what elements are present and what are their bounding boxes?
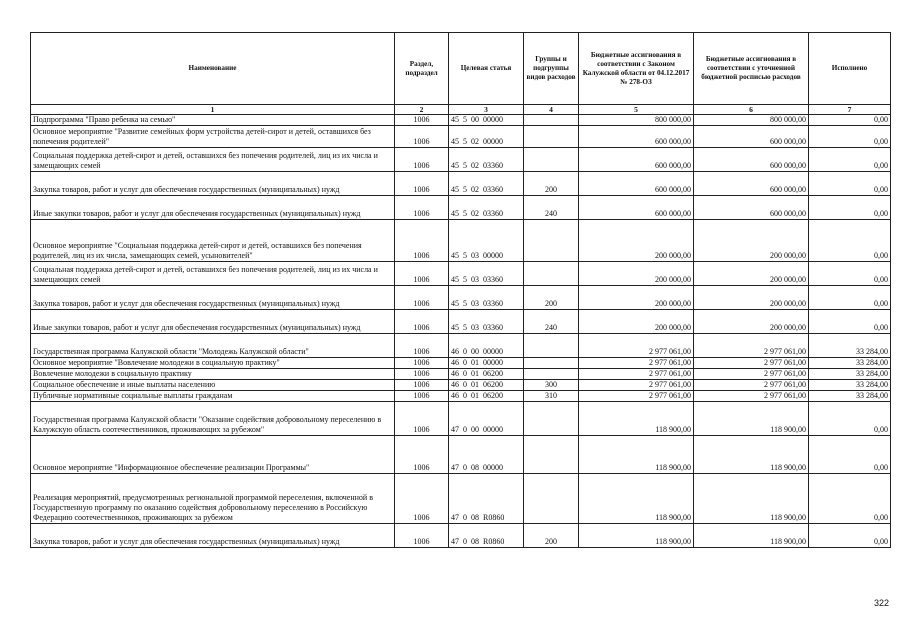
row-done-amount: 0,00 [809,402,891,436]
row-done-amount: 0,00 [809,220,891,262]
row-name: Подпрограмма "Право ребенка на семью" [31,115,395,126]
table-row [31,524,891,548]
row-section: 1006 [395,474,449,524]
row-done-amount: 33 284,00 [809,358,891,369]
row-target: 45 5 02 03360 [449,172,524,196]
row-refined-amount: 600 000,00 [694,196,809,220]
row-name: Социальное обеспечение и иные выплаты населению [31,380,395,391]
row-refined-amount: 2 977 061,00 [694,380,809,391]
row-law-amount: 600 000,00 [579,196,694,220]
row-law-amount: 2 977 061,00 [579,334,694,358]
row-law-amount: 118 900,00 [579,436,694,474]
row-name: Вовлечение молодежи в социальную практику [31,369,395,380]
row-target: 45 5 00 00000 [449,115,524,126]
row-law-amount: 200 000,00 [579,286,694,310]
row-target: 46 0 01 06200 [449,391,524,402]
row-target: 47 0 08 R0860 [449,474,524,524]
table-row [31,196,891,220]
row-section: 1006 [395,172,449,196]
row-section: 1006 [395,310,449,334]
row-target: 47 0 08 00000 [449,436,524,474]
column-number: 5 [579,105,694,115]
row-refined-amount: 200 000,00 [694,262,809,286]
row-law-amount: 2 977 061,00 [579,369,694,380]
table-row [31,172,891,196]
row-refined-amount: 2 977 061,00 [694,358,809,369]
table-row [31,402,891,436]
row-section: 1006 [395,358,449,369]
row-law-amount: 200 000,00 [579,262,694,286]
row-section: 1006 [395,126,449,148]
row-target: 45 5 02 03360 [449,196,524,220]
row-group [524,369,579,380]
column-number: 3 [449,105,524,115]
row-done-amount: 33 284,00 [809,391,891,402]
column-number: 4 [524,105,579,115]
row-name: Основное мероприятие "Развитие семейных форм устройства детей-сирот и детей, оставшихся без попечения родителей" [31,126,395,148]
table-row [31,115,891,126]
table-row [31,286,891,310]
header-name: Наименование [31,33,395,105]
row-group [524,474,579,524]
row-section: 1006 [395,402,449,436]
table-row [31,310,891,334]
row-done-amount: 33 284,00 [809,380,891,391]
row-group: 200 [524,524,579,548]
header-section: Раздел, подраздел [395,33,449,105]
row-law-amount: 118 900,00 [579,474,694,524]
row-target: 46 0 01 06200 [449,369,524,380]
row-law-amount: 200 000,00 [579,220,694,262]
row-target: 47 0 08 R0860 [449,524,524,548]
row-name: Иные закупки товаров, работ и услуг для обеспечения государственных (муниципальных) нужд [31,310,395,334]
row-group: 310 [524,391,579,402]
row-refined-amount: 600 000,00 [694,126,809,148]
row-target: 45 5 03 03360 [449,262,524,286]
row-group [524,262,579,286]
row-section: 1006 [395,148,449,172]
row-done-amount: 0,00 [809,524,891,548]
row-target: 45 5 02 00000 [449,126,524,148]
row-done-amount: 33 284,00 [809,334,891,358]
row-name: Государственная программа Калужской области "Оказание содействия добровольному переселению в Калужскую область соотечественников, проживающих за рубежом" [31,402,395,436]
row-section: 1006 [395,220,449,262]
row-group [524,402,579,436]
header-row [31,33,891,105]
row-name: Публичные нормативные социальные выплаты гражданам [31,391,395,402]
header-refined: Бюджетные ассигнования в соответствии с уточненной бюджетной росписью расходов [694,33,809,105]
row-done-amount: 33 284,00 [809,369,891,380]
column-number: 1 [31,105,395,115]
row-refined-amount: 200 000,00 [694,310,809,334]
row-section: 1006 [395,262,449,286]
row-name: Иные закупки товаров, работ и услуг для обеспечения государственных (муниципальных) нужд [31,196,395,220]
row-refined-amount: 118 900,00 [694,436,809,474]
row-refined-amount: 600 000,00 [694,148,809,172]
row-target: 47 0 00 00000 [449,402,524,436]
row-refined-amount: 2 977 061,00 [694,391,809,402]
row-target: 46 0 00 00000 [449,334,524,358]
row-section: 1006 [395,196,449,220]
row-refined-amount: 2 977 061,00 [694,334,809,358]
row-name: Закупка товаров, работ и услуг для обеспечения государственных (муниципальных) нужд [31,286,395,310]
row-done-amount: 0,00 [809,286,891,310]
row-done-amount: 0,00 [809,126,891,148]
row-name: Реализация мероприятий, предусмотренных региональной программой переселения, включенной в Государственную программу по оказанию содействия добровольному переселению в Российскую Федерацию соотечественников, проживающих за рубежом [31,474,395,524]
row-group [524,358,579,369]
column-number-row [31,105,891,115]
row-law-amount: 800 000,00 [579,115,694,126]
table-row [31,148,891,172]
row-group [524,126,579,148]
row-done-amount: 0,00 [809,115,891,126]
row-group [524,334,579,358]
row-group: 240 [524,310,579,334]
row-section: 1006 [395,369,449,380]
row-refined-amount: 200 000,00 [694,286,809,310]
row-law-amount: 2 977 061,00 [579,380,694,391]
header-done: Исполнено [809,33,891,105]
row-name: Основное мероприятие "Вовлечение молодежи в социальную практику" [31,358,395,369]
table-row [31,369,891,380]
row-group [524,148,579,172]
row-name: Социальная поддержка детей-сирот и детей, оставшихся без попечения родителей, лиц из их числа и замещающих семей [31,148,395,172]
row-group [524,115,579,126]
row-target: 45 5 03 00000 [449,220,524,262]
row-group [524,436,579,474]
row-section: 1006 [395,286,449,310]
row-refined-amount: 118 900,00 [694,402,809,436]
row-target: 46 0 01 00000 [449,358,524,369]
row-law-amount: 2 977 061,00 [579,358,694,369]
row-refined-amount: 2 977 061,00 [694,369,809,380]
row-done-amount: 0,00 [809,196,891,220]
row-section: 1006 [395,334,449,358]
column-number: 7 [809,105,891,115]
row-section: 1006 [395,380,449,391]
row-group: 200 [524,172,579,196]
row-law-amount: 600 000,00 [579,148,694,172]
table-row [31,126,891,148]
row-law-amount: 200 000,00 [579,310,694,334]
row-name: Государственная программа Калужской области "Молодежь Калужской области" [31,334,395,358]
table-row [31,358,891,369]
row-section: 1006 [395,391,449,402]
row-refined-amount: 800 000,00 [694,115,809,126]
row-group [524,220,579,262]
table-row [31,220,891,262]
row-law-amount: 2 977 061,00 [579,391,694,402]
row-done-amount: 0,00 [809,262,891,286]
row-name: Основное мероприятие "Социальная поддержка детей-сирот и детей, оставшихся без попечения родителей, лиц из их числа, замещающих семей, усыновителей" [31,220,395,262]
header-law: Бюджетные ассигнования в соответствии с Законом Калужской области от 04.12.2017 № 278-ОЗ [579,33,694,105]
row-refined-amount: 200 000,00 [694,220,809,262]
row-name: Закупка товаров, работ и услуг для обеспечения государственных (муниципальных) нужд [31,172,395,196]
row-done-amount: 0,00 [809,474,891,524]
table-row [31,334,891,358]
row-group: 200 [524,286,579,310]
row-section: 1006 [395,115,449,126]
column-number: 2 [395,105,449,115]
row-target: 45 5 03 03360 [449,310,524,334]
row-law-amount: 600 000,00 [579,126,694,148]
table-row [31,436,891,474]
page-number: 322 [873,598,889,608]
row-done-amount: 0,00 [809,436,891,474]
table-row [31,474,891,524]
row-section: 1006 [395,524,449,548]
row-target: 45 5 03 03360 [449,286,524,310]
column-number: 6 [694,105,809,115]
row-refined-amount: 600 000,00 [694,172,809,196]
row-refined-amount: 118 900,00 [694,524,809,548]
header-group: Группы и подгруппы видов расходов [524,33,579,105]
row-section: 1006 [395,436,449,474]
header-target: Целевая статья [449,33,524,105]
row-law-amount: 600 000,00 [579,172,694,196]
budget-table [30,32,891,548]
row-name: Основное мероприятие "Информационное обеспечение реализации Программы" [31,436,395,474]
row-done-amount: 0,00 [809,310,891,334]
row-done-amount: 0,00 [809,148,891,172]
row-target: 46 0 01 06200 [449,380,524,391]
row-group: 300 [524,380,579,391]
row-done-amount: 0,00 [809,172,891,196]
row-name: Социальная поддержка детей-сирот и детей, оставшихся без попечения родителей, лиц из их числа и замещающих семей [31,262,395,286]
row-refined-amount: 118 900,00 [694,474,809,524]
table-row [31,262,891,286]
table-row [31,380,891,391]
row-name: Закупка товаров, работ и услуг для обеспечения государственных (муниципальных) нужд [31,524,395,548]
row-law-amount: 118 900,00 [579,524,694,548]
row-law-amount: 118 900,00 [579,402,694,436]
row-target: 45 5 02 03360 [449,148,524,172]
row-group: 240 [524,196,579,220]
table-row [31,391,891,402]
